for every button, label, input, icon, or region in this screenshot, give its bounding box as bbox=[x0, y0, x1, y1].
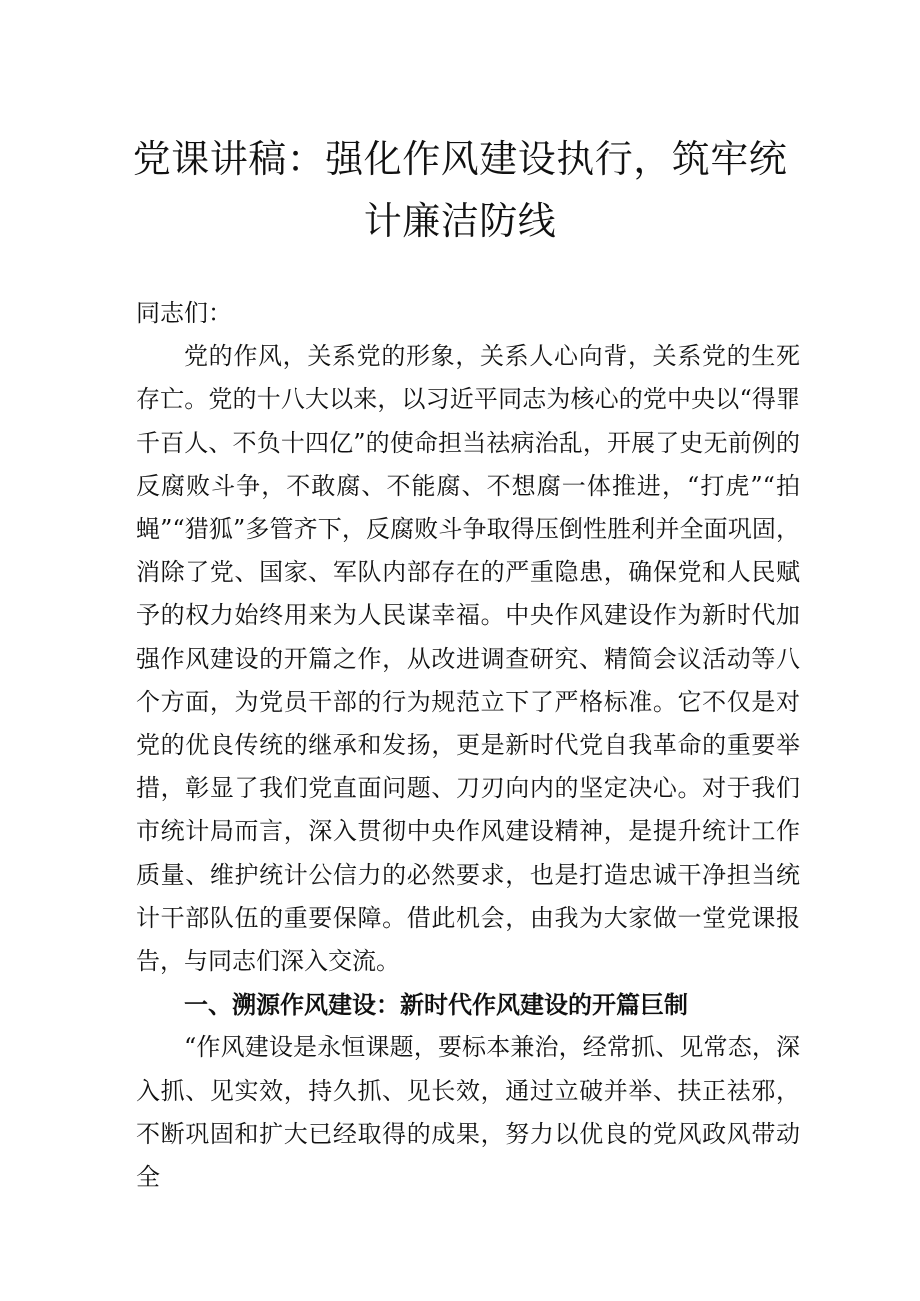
document-title: 党课讲稿：强化作风建设执行，筑牢统计廉洁防线 bbox=[132, 137, 788, 243]
document-body bbox=[136, 292, 800, 1199]
paragraph-intro: 党的作风，关系党的形象，关系人心向背，关系党的生死存亡。党的十八大以来，以习近平同志为核心的党中央以“得罪千百人、不负十四亿”的使命担当祛病治乱，开展了史无前例的反腐败斗争，不敢腐、不能腐、不想腐一体推进，“打虎”“拍蝇”“猎狐”多管齐下，反腐败斗争取得压倒性胜利并全面巩固，消除了党、国家、军队内部存在的严重隐患，确保党和人民赋予的权力始终用来为人民谋幸福。中央作风建设作为新时代加强作风建设的开篇之作，从改进调查研究、精简会议活动等八个方面，为党员干部的行为规范立下了严格标准。它不仅是对党的优良传统的继承和发扬，更是新时代党自我革命的重要举措，彰显了我们党直面问题、刀刃向内的坚定决心。对于我们市统计局而言，深入贯彻中央作风建设精神，是提升统计工作质量、维护统计公信力的必然要求，也是打造忠诚干净担当统计干部队伍的重要保障。借此机会，由我为大家做一堂党课报告，与同志们深入交流。 bbox=[136, 342, 800, 976]
paragraph-section-1: “作风建设是永恒课题，要标本兼治，经常抓、见常态，深入抓、见实效，持久抓、见长效，通过立破并举、扶正祛邪，不断巩固和扩大已经取得的成果，努力以优良的党风政风带动全 bbox=[136, 1033, 800, 1192]
salutation: 同志们： bbox=[136, 299, 232, 327]
section-heading-1: 一、溯源作风建设：新时代作风建设的开篇巨制 bbox=[184, 990, 688, 1020]
